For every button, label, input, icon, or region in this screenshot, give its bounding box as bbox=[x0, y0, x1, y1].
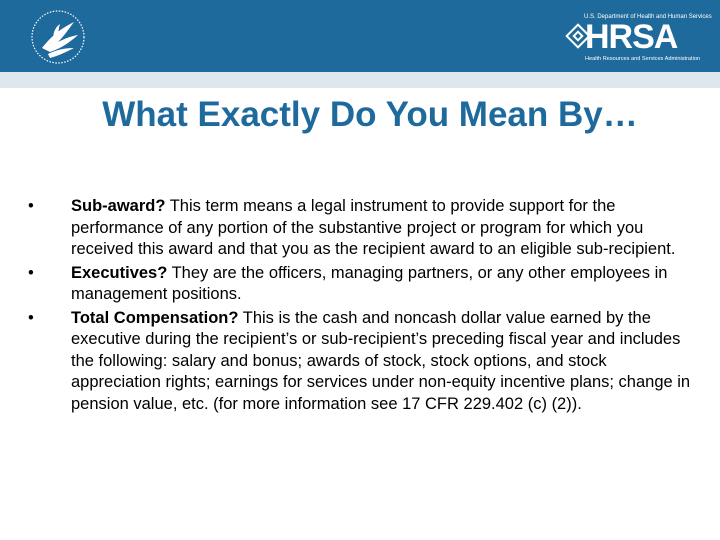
bullet-item-sub-award bbox=[28, 196, 698, 261]
hrsa-agency-line: U.S. Department of Health and Human Services bbox=[584, 14, 712, 20]
bullet-item-total-compensation bbox=[28, 308, 698, 416]
bullet-item-executives bbox=[28, 263, 698, 306]
bullet-glyph: • bbox=[28, 308, 34, 327]
bullet-text: This is the cash and noncash dollar value earned by the executive during the recipient’s or sub-recipient’s preceding fiscal year and includes the following: salary and bonus; awards of stock, stock options, and stock appreciation rights; earnings for services under non-equity incentive plans; change in pension value, etc. (for more information see 17 CFR 229.402 (c) (2)). bbox=[71, 308, 691, 413]
hrsa-administration-line: Health Resources and Services Administration bbox=[585, 56, 701, 62]
hhs-eagle-icon bbox=[28, 8, 92, 66]
bullet-term: Sub-award? bbox=[71, 197, 166, 215]
bullet-term: Total Compensation? bbox=[71, 308, 239, 327]
bullet-glyph: • bbox=[28, 263, 34, 282]
hrsa-wordmark: HRSA bbox=[585, 18, 678, 56]
bullet-term: Executives? bbox=[71, 263, 168, 282]
slide-title: What Exactly Do You Mean By… bbox=[102, 95, 638, 134]
header-stripe bbox=[0, 72, 720, 88]
bullet-glyph: • bbox=[28, 197, 34, 215]
bullet-text: This term means a legal instrument to provide support for the performance of any portion of the substantive project or program for which you received this award and that you as the recipient award to an eligible sub-recipient. bbox=[71, 197, 676, 258]
bullet-text: They are the officers, managing partners, or any other employees in management positions. bbox=[71, 263, 668, 303]
bullet-list bbox=[28, 196, 698, 417]
